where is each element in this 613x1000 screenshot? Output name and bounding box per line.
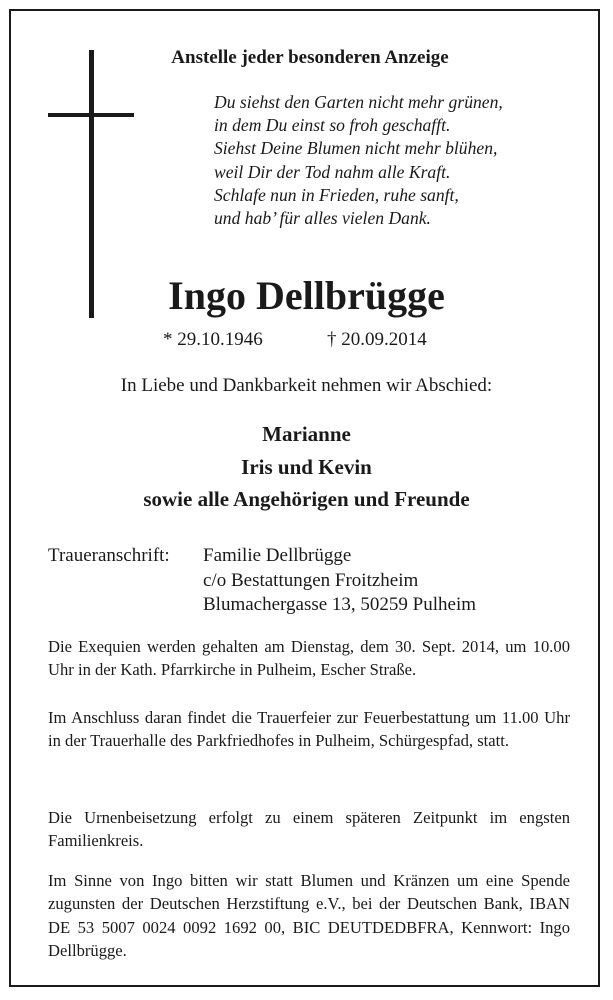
poem-line: weil Dir der Tod nahm alle Kraft.: [214, 161, 451, 182]
poem-line: Schlafe nun in Frieden, ruhe sanft,: [214, 184, 459, 205]
poem: [214, 91, 584, 230]
exequies-paragraph: Die Exequien werden gehalten am Dienstag, dem 30. Sept. 2014, um 10.00 Uhr in der Kath. Pfarrkirche in Pulheim, Escher Straße.: [48, 637, 570, 680]
address-line: Familie Dellbrügge: [203, 545, 352, 566]
mourners-list: [20, 418, 593, 516]
ceremony-paragraph: Im Anschluss daran findet die Trauerfeier zur Feuerbestattung um 11.00 Uhr in der Trauerhalle des Parkfriedhofes in Pulheim, Schürgespfad, statt.: [48, 708, 570, 751]
notice-heading: Anstelle jeder besonderen Anzeige: [171, 47, 449, 68]
address-lines: [203, 544, 476, 618]
cross-vertical-bar: [89, 50, 94, 318]
poem-line: in dem Du einst so froh geschafft.: [214, 115, 451, 136]
mourner-line: Marianne: [262, 422, 351, 446]
cross-horizontal-bar: [48, 113, 134, 117]
poem-line: und hab’ für alles vielen Dank.: [214, 208, 431, 229]
address-line: c/o Bestattungen Froitzheim: [203, 569, 419, 591]
poem-line: Du siehst den Garten nicht mehr grünen,: [214, 92, 503, 112]
mourner-line: Iris und Kevin: [241, 454, 372, 479]
donation-paragraph: Im Sinne von Ingo bitten wir statt Blumen und Kränzen um eine Spende zugunsten der Deutschen Herzstiftung e.V., bei der Deutschen Bank, IBAN DE 53 5007 0024 0092 1692 00, BIC DEUTDEDBFRA, Kennwort: Ingo Dellbrügge.: [48, 871, 570, 960]
urn-burial-paragraph: Die Urnenbeisetzung erfolgt zu einem späteren Zeitpunkt im engsten Familienkreis.: [48, 808, 570, 851]
deceased-name: Ingo Dellbrügge: [168, 273, 445, 318]
death-date: † 20.09.2014: [327, 329, 427, 350]
poem-line: Siehst Deine Blumen nicht mehr blühen,: [214, 138, 498, 159]
address-line: Blumachergasse 13, 50259 Pulheim: [203, 594, 477, 615]
mourner-line: sowie alle Angehörigen und Freunde: [143, 487, 470, 511]
address-label: Traueranschrift:: [48, 545, 170, 566]
farewell-line: In Liebe und Dankbarkeit nehmen wir Abschied:: [120, 375, 493, 396]
birth-date: * 29.10.1946: [163, 329, 263, 350]
